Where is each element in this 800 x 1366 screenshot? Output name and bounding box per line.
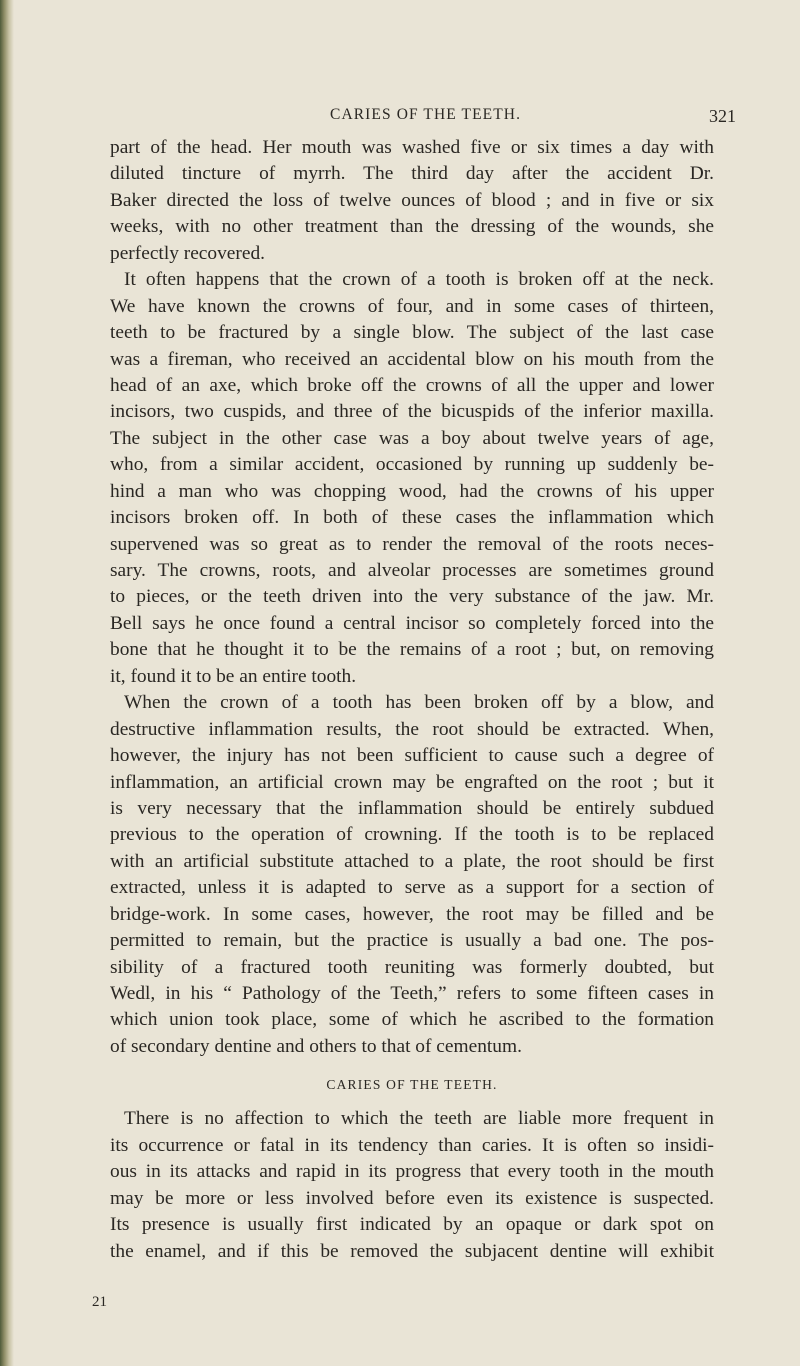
text-line: ous in its attacks and rapid in its progress that every tooth in the mouth [110,1161,714,1183]
paragraph [110,1106,714,1265]
text-line: We have known the crowns of four, and in some cases of thirteen, [110,295,714,317]
text-line: supervened was so great as to render the removal of the roots neces- [110,533,714,555]
text-line: hind a man who was chopping wood, had the crowns of his upper [110,480,714,502]
paragraph [110,267,714,690]
text-line: previous to the operation of crowning. If the tooth is to be replaced [110,824,714,846]
text-line: incisors, two cuspids, and three of the bicuspids of the inferior maxilla. [110,401,714,423]
text-line: Wedl, in his “ Pathology of the Teeth,” refers to some fifteen cases in [110,983,714,1004]
text-line: perfectly recovered. [110,242,266,264]
text-line: The subject in the other case was a boy about twelve years of age, [110,427,714,449]
text-line: head of an axe, which broke off the crowns of all the upper and lower [110,374,714,396]
text-line: sary. The crowns, roots, and alveolar processes are sometimes ground [110,560,714,581]
text-line: it, found it to be an entire tooth. [110,665,357,687]
text-line: which union took place, some of which he ascribed to the formation [110,1009,714,1031]
text-line: There is no affection to which the teeth are liable more frequent in [124,1108,714,1130]
text-line: Bell says he once found a central incisor so completely forced into the [110,612,714,634]
text-line: extracted, unless it is adapted to serve as a support for a section of [110,877,714,899]
text-line: destructive inflammation results, the root should be extracted. When, [110,718,714,740]
text-line: is very necessary that the inflammation should be entirely subdued [110,797,714,819]
text-line: Its presence is usually first indicated by an opaque or dark spot on [110,1214,714,1236]
paragraph [110,690,714,1060]
text-line: its occurrence or fatal in its tendency than caries. It is often so insidi- [110,1134,714,1156]
text-line: bone that he thought it to be the remains of a root ; but, on removing [110,639,714,661]
text-line: bridge-work. In some cases, however, the root may be filled and be [110,903,714,925]
text-line: diluted tincture of myrrh. The third day after the accident Dr. [110,163,714,185]
text-line: to pieces, or the teeth driven into the very substance of the jaw. Mr. [110,586,714,608]
paragraph [110,135,714,267]
text-line: sibility of a fractured tooth reuniting was formerly doubted, but [110,956,714,978]
text-line: part of the head. Her mouth was washed five or six times a day with [110,137,714,158]
text-line: When the crown of a tooth has been broken off by a blow, and [124,692,714,714]
section-heading: CARIES OF THE TEETH. [326,1077,498,1093]
text-line: was a fireman, who received an accidental blow on his mouth from the [110,348,714,370]
running-head [24,106,800,130]
text-line: who, from a similar accident, occasioned by running up suddenly be- [110,454,714,476]
signature-mark: 21 [92,1294,107,1310]
text-line: Baker directed the loss of twelve ounces of blood ; and in five or six [110,189,714,211]
text-line: with an artificial substitute attached to a plate, the root should be first [110,850,714,872]
text-line: may be more or less involved before even its existence is suspected. [110,1187,714,1209]
text-line: permitted to remain, but the practice is usually a bad one. The pos- [110,930,714,952]
text-line: however, the injury has not been sufficient to cause such a degree of [110,745,714,767]
text-line: the enamel, and if this be removed the subjacent dentine will exhibit [110,1240,714,1262]
text-line: inflammation, an artificial crown may be engrafted on the root ; but it [110,771,714,793]
text-line: incisors broken off. In both of these cases the inflammation which [110,507,714,529]
text-line: weeks, with no other treatment than the dressing of the wounds, she [110,216,714,238]
book-page [24,0,800,1366]
text-line: It often happens that the crown of a tooth is broken off at the neck. [124,269,714,291]
page-binding-edge [0,0,14,1366]
text-line: teeth to be fractured by a single blow. The subject of the last case [110,322,714,344]
page-number: 321 [709,106,736,126]
body-text [110,135,714,1265]
running-head-title: CARIES OF THE TEETH. [330,106,522,123]
text-line: of secondary dentine and others to that of cementum. [110,1035,522,1057]
